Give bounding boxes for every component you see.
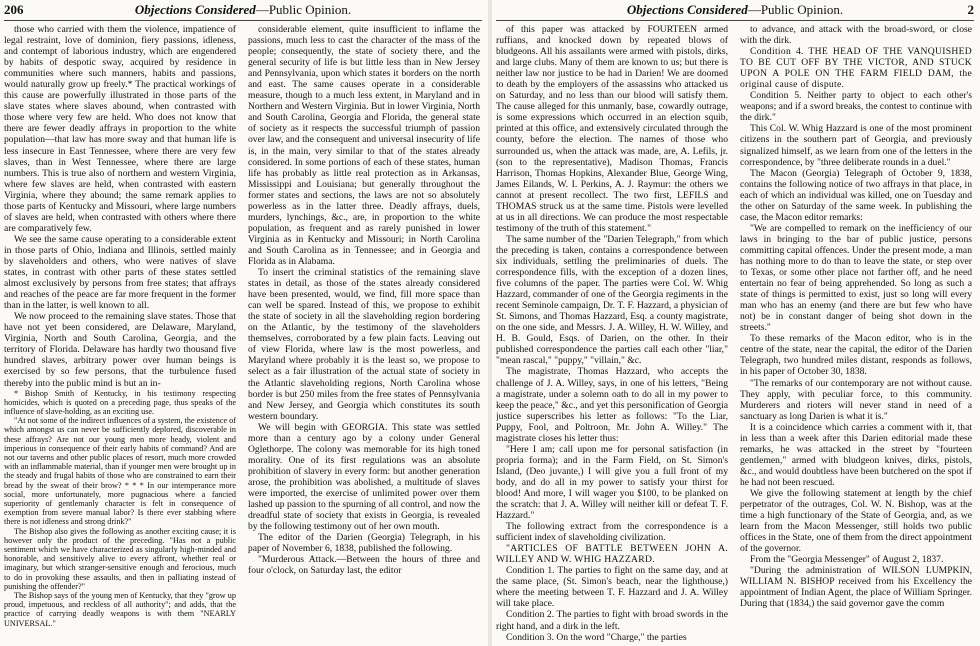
- paragraph: The editor of the Darien (Georgia) Telegraph, in his paper of November 6, 1838, published the following.: [248, 532, 480, 555]
- footnote: "At not some of the indirect influences of a system, the existence of which amongst us can never be sufficiently deplored, discoverable in these affrays? Are not our young men more heady, violent and imperious in consequence of their early habits of command? And are not our taverns and other public places of resort, much more crowded with an inflammable material, than if younger men were brought up in the steady and frugal habits of those who are constrained to earn their bread by the sweat of their brow? * * * In our intemperance more social, more unfortunately, more pugnacious where a fancied superiority of gentlemanly character is felt in consequence of exemption from severe manual labor? Is there ever stabbing where there is not idleness and strong drink?": [4, 416, 236, 527]
- left-column-2: [248, 24, 480, 644]
- paragraph: The Macon (Georgia) Telegraph of October 9, 1838, contains the following notice of two affrays in that place, in each of which an individual was killed, one on Tuesday and the other on Saturday of the same week. In publishing the case, the Macon editor remarks:: [740, 167, 972, 223]
- footnote: * Bishop Smith of Kentucky, in his testimony respecting homicides, which is quoted on a preceding page, thus speaks of the influence of slave-holding, as an exciting use.: [4, 388, 236, 416]
- right-running-title-main: Objections Considered: [626, 2, 748, 17]
- paragraph: "Here I am; call upon me for personal satisfaction (in propria forma); and in the Farm Field, on St. Simon's Island, (Deo juvante,) I will give you a full front of my body, and do all in my power to satisfy your thirst for blood! And more, I will wager you $100, to be planked on the scratch: that J. A. Willey will neither kill or defeat T. F. Hazzard.": [496, 443, 728, 522]
- paragraph: It is a coincidence which carries a comment with it, that in less than a week after this Darien editorial made these remarks, he was attacked in the street by "fourteen gentlemen," armed with bludgeon knives, dirks, pistols, &c., and would doubtless have been butchered on the spot if he had not been rescued.: [740, 421, 972, 488]
- paragraph: Condition 5. Neither party to object to each other's weapons; and if a sword breaks, the contest to continue with the dirk.": [740, 90, 972, 124]
- paragraph: The same number of the "Darien Telegraph," from which the preceding is taken, contains a correspondence between six individuals, settling the preliminaries of duels. The correspondence fills, with the exception of a dozen lines, five columns of the paper. The parties were Col. W. Whig Hazzard, commander of one of the Georgia regiments in the recent Seminole campaign, Dr. T. F. Hazzard, a physician of St. Simons, and Thomas Hazzard, Esq. a county magistrate, on the one side, and Messrs. J. A. Willey, H. W. Willey, and H. B. Gould, Esqs. of Darien, on the other. In their published correspondence the parties call each other "liar," "mean rascal," "puppy," "villain," &c.: [496, 233, 728, 367]
- right-running-head: [496, 2, 974, 18]
- right-running-title: [496, 2, 974, 18]
- paragraph: "ARTICLES OF BATTLE BETWEEN JOHN A. WILLEY AND W. WHIG HAZZARD.: [496, 543, 728, 566]
- paragraph: "Murderous Attack.—Between the hours of three and four o'clock, on Saturday last, the editor: [248, 554, 480, 577]
- right-running-title-sub: —Public Opinion.: [747, 2, 844, 17]
- paragraph: We give the following statement at length by the chief perpetrator of the outrages, Col. W. N. Bishop, was at the time a high functionary of the State of Georgia, and, as we learn from the Macon Messenger, still holds two public offices in the State, one of them from the direct appointment of the governor.: [740, 487, 972, 555]
- paragraph: of this paper was attacked by FOURTEEN armed ruffians, and knocked down by repeated blows of bludgeons. All his assailants were armed with pistols, dirks, and large clubs. Many of them are known to us; but there is neither law nor justice to be had in Darien! We are doomed to death by the employers of the assassins who attacked us on Saturday, and no less than our blood will satisfy them. The cause alleged for this unmanly, base, cowardly outrage, is some expressions which occurred in an election squib, printed at this office, and extensively circulated through the county, before the election. The names of those who surrounded us, when the attack was made, are, A. Lefils, jr. (son to the representative), Madison Thomas, Francis Harrison, Thomas Hopkins, Alexander Blue, George Wing, James Eilands, W. I. Perkins, A. J. Raymur: the others we cannot at present recollect. The two first, LEFILS and THOMAS struck us at the same time. Pistols were levelled at us in all directions. We can produce the most respectable testimony of the truth of this statement.": [496, 24, 728, 234]
- paragraph: considerable element, quite insufficient to inflame the passions, much less to cast the character of the mass of the people; consequently, the state of society there, and the general security of life is but little less than in New Jersey and Pennsylvania, upon which states it borders on the north and east. The same causes operate in a considerable measure, though to a much less extent, in Maryland and in Northern and Western Virginia. But in lower Virginia, North and South Carolina, Georgia and Florida, the general state of society as it respects the successful triumph of passion over law, and the consequent and universal insecurity of life is, in the main, very similar to that of the states already considered. In some portions of each of these states, human life has probably as little real protection as in Arkansas, Mississippi and Louisiana; but generally throughout the former states and sections, the laws are not so absolutely powerless as in the latter three. Deadly affrays, duels, murders, lynchings, &c., are, in proportion to the white population, as frequent and as rarely punished in lower Virginia as in Kentucky and Missouri; in North Carolina and South Carolina as in Tennessee; and in Georgia and Florida as in Alabama.: [248, 24, 480, 267]
- left-running-title-main: Objections Considered: [134, 2, 256, 17]
- paragraph: To these remarks of the Macon editor, who is in the centre of the state, near the capital, the editor of the Darien Telegraph, two hundred miles distant, responds as follows, in his paper of October 30, 1838.: [740, 333, 972, 378]
- paragraph: those who carried with them the violence, impatience of legal restraint, love of dominion, fiery passions, idleness, and contempt of laborious industry, which are engendered by habits of despotic sway, acquired by residence in communities where such manners, habits and passions, would naturally grow up freely.* The practical workings of this cause are powerfully illustrated in those parts of the slave states where slaves abound, when contrasted with those where very few are held. Who does not know that there are fewer deadly affrays in proportion to the white population—that law has more sway and that human life is less insecure in East Tennessee, where there are very few slaves, than in West Tennessee, where there are large numbers. This is true also of northern and western Virginia, where few slaves are held, when contrasted with eastern Virginia, where they abound; the same remark applies to those parts of Kentucky and Missouri, where large numbers of slaves are held, when contrasted with others where there are comparatively few.: [4, 24, 236, 234]
- paragraph: to advance, and attack with the broad-sword, or close with the dirk.: [740, 24, 972, 47]
- right-page-number: 2: [967, 2, 974, 17]
- paragraph: We will begin with GEORGIA. This state was settled more than a century ago by a colony under General Oglethorpe. The colony was memorable for its high toned morality. One of its first regulations was an absolute prohibition of slavery in every form: but another generation arose, the prohibition was abolished, a multitude of slaves were imported, the exercise of unlimited power over them lashed up passion to the spurning of all control, and now the dreadful state of society that exists in Georgia, is revealed by the following testimony out of her own mouth.: [248, 421, 480, 533]
- paragraph: To insert the criminal statistics of the remaining slave states in detail, as those of the states already considered have been presented, would, we find, fill more space than can well be spared. Instead of this, we propose to exhibit the state of society in all the slaveholding region bordering on the Atlantic, by the testimony of the slaveholders themselves, corroborated by a few plain facts. Leaving out of view Florida, where law is the most powerless, and Maryland where probably it is the least so, we propose to select as a fair illustration of the actual state of society in the Atlantic slaveholding regions, North Carolina whose border is but 250 miles from the free states of Pennsylvania and New Jersey, and Georgia which constitutes its south western boundary.: [248, 267, 480, 422]
- paragraph: We now proceed to the remaining slave states. Those that have not yet been considered, are Delaware, Maryland, Virginia, North and South Carolina, Georgia, and the territory of Florida. Delaware has hardly two thousand five hundred slaves, arbitrary power over human beings is exercised by so few persons, that the turbulence fused thereby into the public mind is but an in-: [4, 311, 236, 389]
- paragraph: We see the same cause operating to a considerable extent in those parts of Ohio, Indiana and Illinois, settled mainly by slaveholders and others, who were natives of slave states, in contrast with other parts of these states settled almost exclusively by persons from free states; that affrays and reaches of the peace are far more frequent in the former than in the latter, is well known to all.: [4, 233, 236, 312]
- paragraph: Condition 2. The parties to fight with broad swords in the right hand, and a dirk in the left.: [496, 609, 728, 632]
- right-head-rule: [496, 20, 974, 21]
- paragraph: This Col. W. Whig Hazzard is one of the most prominent citizens in the southern part of Georgia, and previously signalized himself, as we learn from one of the letters in the correspondence, by "three deliberate rounds in a duel.": [740, 123, 972, 168]
- paragraph: Condition 3. On the word "Charge," the parties: [506, 631, 687, 643]
- left-column-1: [4, 24, 236, 644]
- paragraph: The following extract from the correspondence is a sufficient index of slaveholding civilization.: [496, 521, 728, 544]
- left-page: [0, 0, 488, 646]
- paragraph: "We are compelled to remark on the inefficiency of our laws in bringing to the bar of public justice, persons committing capital offences. Under the present mode, a man has nothing more to do than to leave the state, or step over to Texas, or some other place not farther off, and he need entertain no fear of being apprehended. So long as such a state of things is permitted to exist, just so long will every man who has an enemy (and there are but few who have not) be in constant danger of being shot down in the streets.": [740, 222, 972, 334]
- left-page-number: 206: [4, 2, 24, 17]
- right-column-1: [496, 24, 728, 644]
- paragraph: "During the administration of WILSON LUMPKIN, WILLIAM N. BISHOP received from his Excellency the appointment of Indian Agent, the place of William Springer. During that (1834,) the said governor gave the comm: [740, 565, 972, 610]
- paragraph: Condition 1. The parties to fight on the same day, and at the same place, (St. Simon's beach, near the lighthouse,) where the meeting between T. F. Hazzard and J. A. Willey will take place.: [496, 565, 728, 610]
- left-running-title: [4, 2, 482, 18]
- left-head-rule: [4, 20, 482, 21]
- right-column-2: [740, 24, 972, 644]
- footnote: The Bishop says of the young men of Kentucky, that they "grow up proud, impetuous, and reckless of all authority"; and adds, that the practice of carrying deadly weapons is with them "NEARLY UNIVERSAL.": [4, 591, 236, 628]
- left-running-head: [4, 2, 482, 18]
- paragraph: From the "Georgia Messenger" of August 2, 1837.: [750, 554, 944, 566]
- paragraph: "The remarks of our contemporary are not without cause. They apply, with peculiar force, to this community. Murderers and rioters will never stand in need of a sanctuary as long Darien is what it is.": [740, 377, 972, 422]
- right-page: [492, 0, 980, 646]
- footnote: The Bishop also gives the following as another exciting cause; it is however only the product of the preceding. "Has not a public sentiment which we have characterized as singularly high-minded and honorable, and sensitively alive to every affront, whether real or imaginary, but which stranger-sensitive enough and ferocious, much to do in provoking these assaults, and then in palliating instead of punishing the offender?": [4, 526, 236, 591]
- paragraph: The magistrate, Thomas Hazzard, who accepts the challenge of J. A. Willey, says, in one of his letters, "Being a magistrate, under a solemn oath to do all in my power to keep the peace," &c., and yet this personification of Georgia justice superscribes his letter as follows: "To the Liar, Puppy, Fool, and Poltroon, Mr. John A. Willey." The magistrate closes his letter thus:: [496, 366, 728, 444]
- left-running-title-sub: —Public Opinion.: [255, 2, 352, 17]
- paragraph: Condition 4. THE HEAD OF THE VANQUISHED TO BE CUT OFF BY THE VICTOR, AND STUCK UPON A POLE ON THE FARM FIELD DAM, the original cause of dispute.: [740, 46, 972, 91]
